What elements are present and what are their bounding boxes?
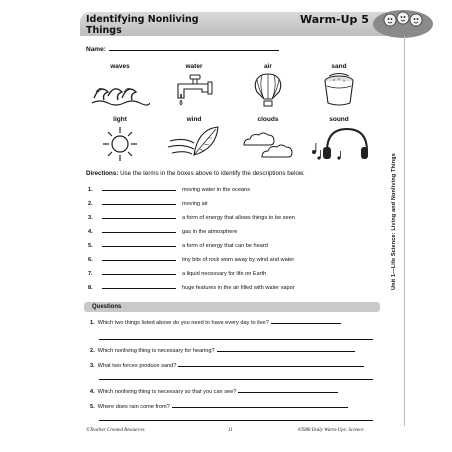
answer-blank[interactable] [102, 185, 176, 191]
answer-line[interactable] [99, 420, 373, 421]
answer-blank[interactable] [102, 227, 176, 233]
question-text: Which nonliving thing is necessary so that you can see? [97, 389, 237, 395]
questions-header: Questions [84, 302, 380, 312]
list-item [88, 241, 268, 249]
list-item [88, 227, 237, 235]
sand-bucket-icon [309, 72, 369, 108]
headphones-music-icon [309, 125, 369, 163]
question-text: What two forces produce sand? [97, 363, 177, 369]
answer-line[interactable] [217, 346, 355, 352]
term-clouds [236, 116, 300, 163]
term-label: waves [110, 63, 130, 70]
question-text: Where does rain come from? [97, 404, 170, 410]
item-number: 8. [88, 285, 93, 291]
item-description: gas in the atmosphere [182, 229, 238, 235]
faucet-icon [164, 72, 224, 108]
answer-line[interactable] [99, 379, 373, 380]
question-number: 5. [90, 404, 95, 410]
item-number: 7. [88, 271, 93, 277]
term-sand [307, 63, 371, 108]
sun-icon [90, 125, 150, 163]
list-item [88, 185, 250, 193]
item-number: 2. [88, 201, 93, 207]
term-label: air [264, 63, 272, 70]
item-description: moving air [182, 201, 208, 207]
list-item [88, 283, 295, 291]
question-2 [90, 346, 355, 355]
name-field[interactable] [86, 44, 279, 53]
name-line[interactable] [109, 44, 279, 51]
answer-line[interactable] [238, 387, 338, 393]
question-text: Which nonliving thing is necessary for hearing? [97, 348, 215, 354]
item-description: a form of energy that allows things to be seen [182, 215, 295, 221]
list-item [88, 199, 208, 207]
item-description: a form of energy that can be heard [182, 243, 268, 249]
list-item [88, 213, 295, 221]
worksheet-title: Identifying Nonliving Things [86, 14, 199, 36]
answer-line[interactable] [178, 361, 364, 367]
question-number: 4. [90, 389, 95, 395]
footer-page-number: 11 [228, 428, 233, 433]
question-number: 3. [90, 363, 95, 369]
question-number: 1. [90, 320, 95, 326]
footer-product: #3988 Daily Warm-Ups: Science [298, 428, 364, 433]
term-water [162, 63, 226, 108]
item-description: moving water in the oceans [182, 187, 251, 193]
term-label: clouds [257, 116, 279, 123]
wind-leaf-icon [164, 125, 224, 163]
directions [86, 170, 376, 178]
answer-blank[interactable] [102, 241, 176, 247]
item-number: 4. [88, 229, 93, 235]
item-number: 6. [88, 257, 93, 263]
list-item [88, 255, 294, 263]
waves-icon [90, 72, 150, 108]
answer-blank[interactable] [102, 255, 176, 261]
term-waves [88, 63, 152, 108]
term-label: light [113, 116, 127, 123]
term-label: wind [186, 116, 202, 123]
unit-sidebar: Unit 1—Life Science: Living and Nonliving Things [391, 153, 397, 290]
list-item [88, 269, 266, 277]
question-4 [90, 387, 338, 396]
warmup-label: Warm-Up 5 [300, 13, 369, 26]
item-description: tiny bits of rock worn away by wind and water [182, 257, 295, 263]
term-label: water [185, 63, 203, 70]
answer-line[interactable] [99, 339, 373, 340]
item-number: 3. [88, 215, 93, 221]
directions-label: Directions: [86, 170, 119, 177]
question-1 [90, 318, 341, 327]
item-number: 5. [88, 243, 93, 249]
question-5 [90, 402, 348, 411]
answer-line[interactable] [271, 318, 341, 324]
directions-text: Use the terms in the boxes above to identify the descriptions below. [120, 170, 305, 177]
side-rule [404, 36, 405, 426]
name-label: Name: [86, 46, 106, 53]
question-3 [90, 361, 364, 370]
term-sound [307, 116, 371, 163]
answer-blank[interactable] [102, 213, 176, 219]
term-label: sound [329, 116, 349, 123]
footer-copyright: ©Teacher Created Resources [86, 428, 145, 433]
term-light [88, 116, 152, 163]
term-wind [162, 116, 226, 163]
hot-air-balloon-icon [238, 72, 298, 108]
item-description: huge features in the air filled with water vapor [182, 285, 295, 291]
item-description: a liquid necessary for life on Earth [182, 271, 267, 277]
kids-mascot-icon [372, 6, 434, 38]
answer-blank[interactable] [102, 283, 176, 289]
term-label: sand [331, 63, 347, 70]
question-text: Which two things listed above do you need to have every day to live? [97, 320, 269, 326]
answer-blank[interactable] [102, 199, 176, 205]
answer-line[interactable] [172, 402, 348, 408]
clouds-icon [238, 125, 298, 163]
item-number: 1. [88, 187, 93, 193]
answer-blank[interactable] [102, 269, 176, 275]
term-air [236, 63, 300, 108]
question-number: 2. [90, 348, 95, 354]
